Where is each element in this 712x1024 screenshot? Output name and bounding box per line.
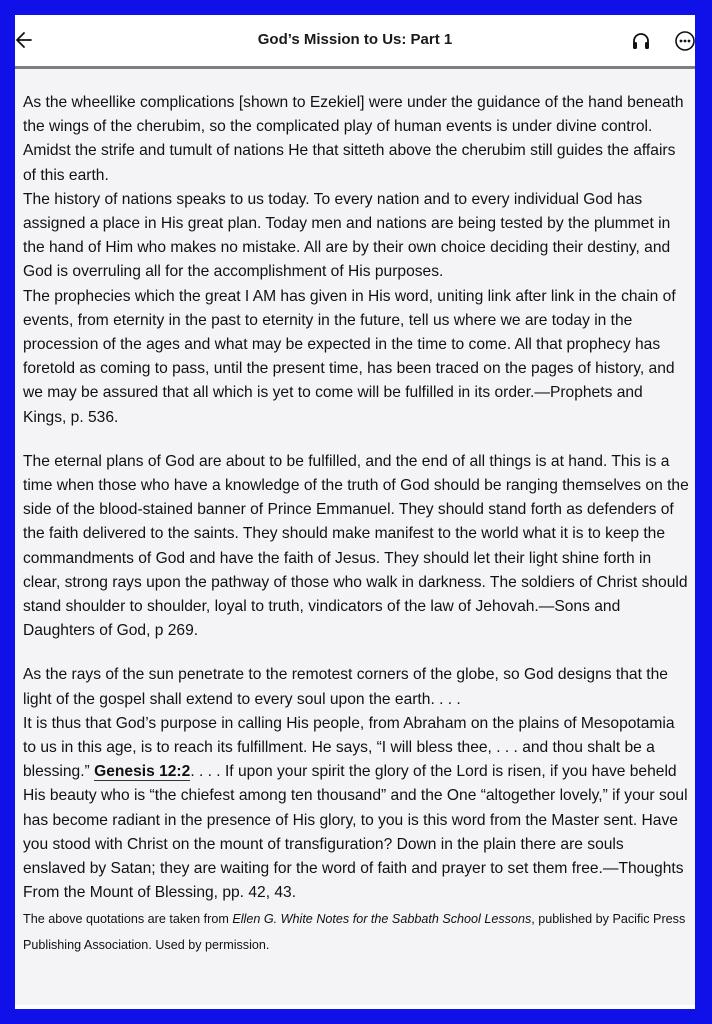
paragraph: As the rays of the sun penetrate to the remotest corners of the globe, so God designs that the light of the gospel shall extend to every soul upon the earth. . . . — [23, 666, 668, 708]
paragraph — [23, 712, 689, 906]
note-text: The above quotations are taken from — [23, 911, 233, 926]
more-circle-icon[interactable] — [674, 30, 695, 52]
bible-reference-link[interactable]: Genesis 12:2 — [94, 763, 191, 781]
paragraph-text: . . . . If upon your spirit the glory of the Lord is risen, if you have beheld His beauty who is “the chiefest among ten thousand” and the One “altogether lovely,” if your soul has become radiant in the presence of His glory, to you is this word from the Master sent. Have you stood with Christ on the mount of transfiguration? Down in the plain there are souls enslaved by Satan; they are waiting for the word of faith and prayer to set them free.—Thoughts From the Mount of Blessing, pp. 42, 43. — [23, 763, 688, 902]
page-title: God’s Mission to Us: Part 1 — [257, 31, 453, 48]
paragraph-text: It is thus that God’s purpose in calling His people, from Abraham on the plains of Mesopotamia to us in this age, is to reach its fulfillment. He says, “I will bless thee, . . . and thou shalt be a blessing.” — [23, 714, 675, 781]
note-book-title: Ellen G. White Notes for the Sabbath School Lessons — [232, 911, 532, 926]
article-text — [23, 91, 689, 958]
note-text: , published by Pacific Press Publishing Association. Used by permission. — [23, 911, 686, 952]
paragraph: The prophecies which the great I AM has given in His word, uniting link after link in the chain of events, from eternity in the past to eternity in the future, tell us where we are today in the procession of the ages and what may be expected in the time to come. All that prophecy has foretold as coming to pass, until the present time, has been traced on the pages of history, and we may be assured that all which is yet to come will be fulfilled in its order.—Prophets and Kings, p. 536. — [23, 287, 676, 426]
attribution-note — [23, 906, 689, 958]
paragraph: The history of nations speaks to us today. To every nation and to every individual God has assigned a place in His great plan. Today men and nations are being tested by the plummet in the hand of Him who makes no mistake. All are by their own choice deciding their destiny, and God is overruling all for the accomplishment of His purposes. — [23, 190, 671, 281]
paragraph: The eternal plans of God are about to be fulfilled, and the end of all things is at hand. This is a time when those who have a knowledge of the truth of God should be ranging themselves on the side of the blood-stained banner of Prince Emmanuel. They should stand forth as defenders of the faith delivered to the saints. They should make manifest to the world what it is to keep the commandments of God and have the faith of Jesus. They should let their light shine forth in clear, strong rays upon the pathway of those who walk in darkness. The soldiers of Christ should stand shoulder to shoulder, loyal to truth, vindicators of the law of Jehovah.—Sons and Daughters of God, p 269. — [23, 452, 689, 640]
paragraph: As the wheellike complications [shown to Ezekiel] were under the guidance of the hand beneath the wings of the cherubim, so the complicated play of human events is under divine control. Amidst the strife and tumult of nations He that sitteth above the cherubim still guides the affairs of this earth. — [23, 94, 684, 184]
headphones-icon[interactable] — [630, 30, 652, 52]
app-frame — [15, 15, 695, 1009]
header-bar — [15, 15, 695, 69]
bottom-edge — [15, 1005, 695, 1009]
reading-content — [15, 69, 695, 1005]
